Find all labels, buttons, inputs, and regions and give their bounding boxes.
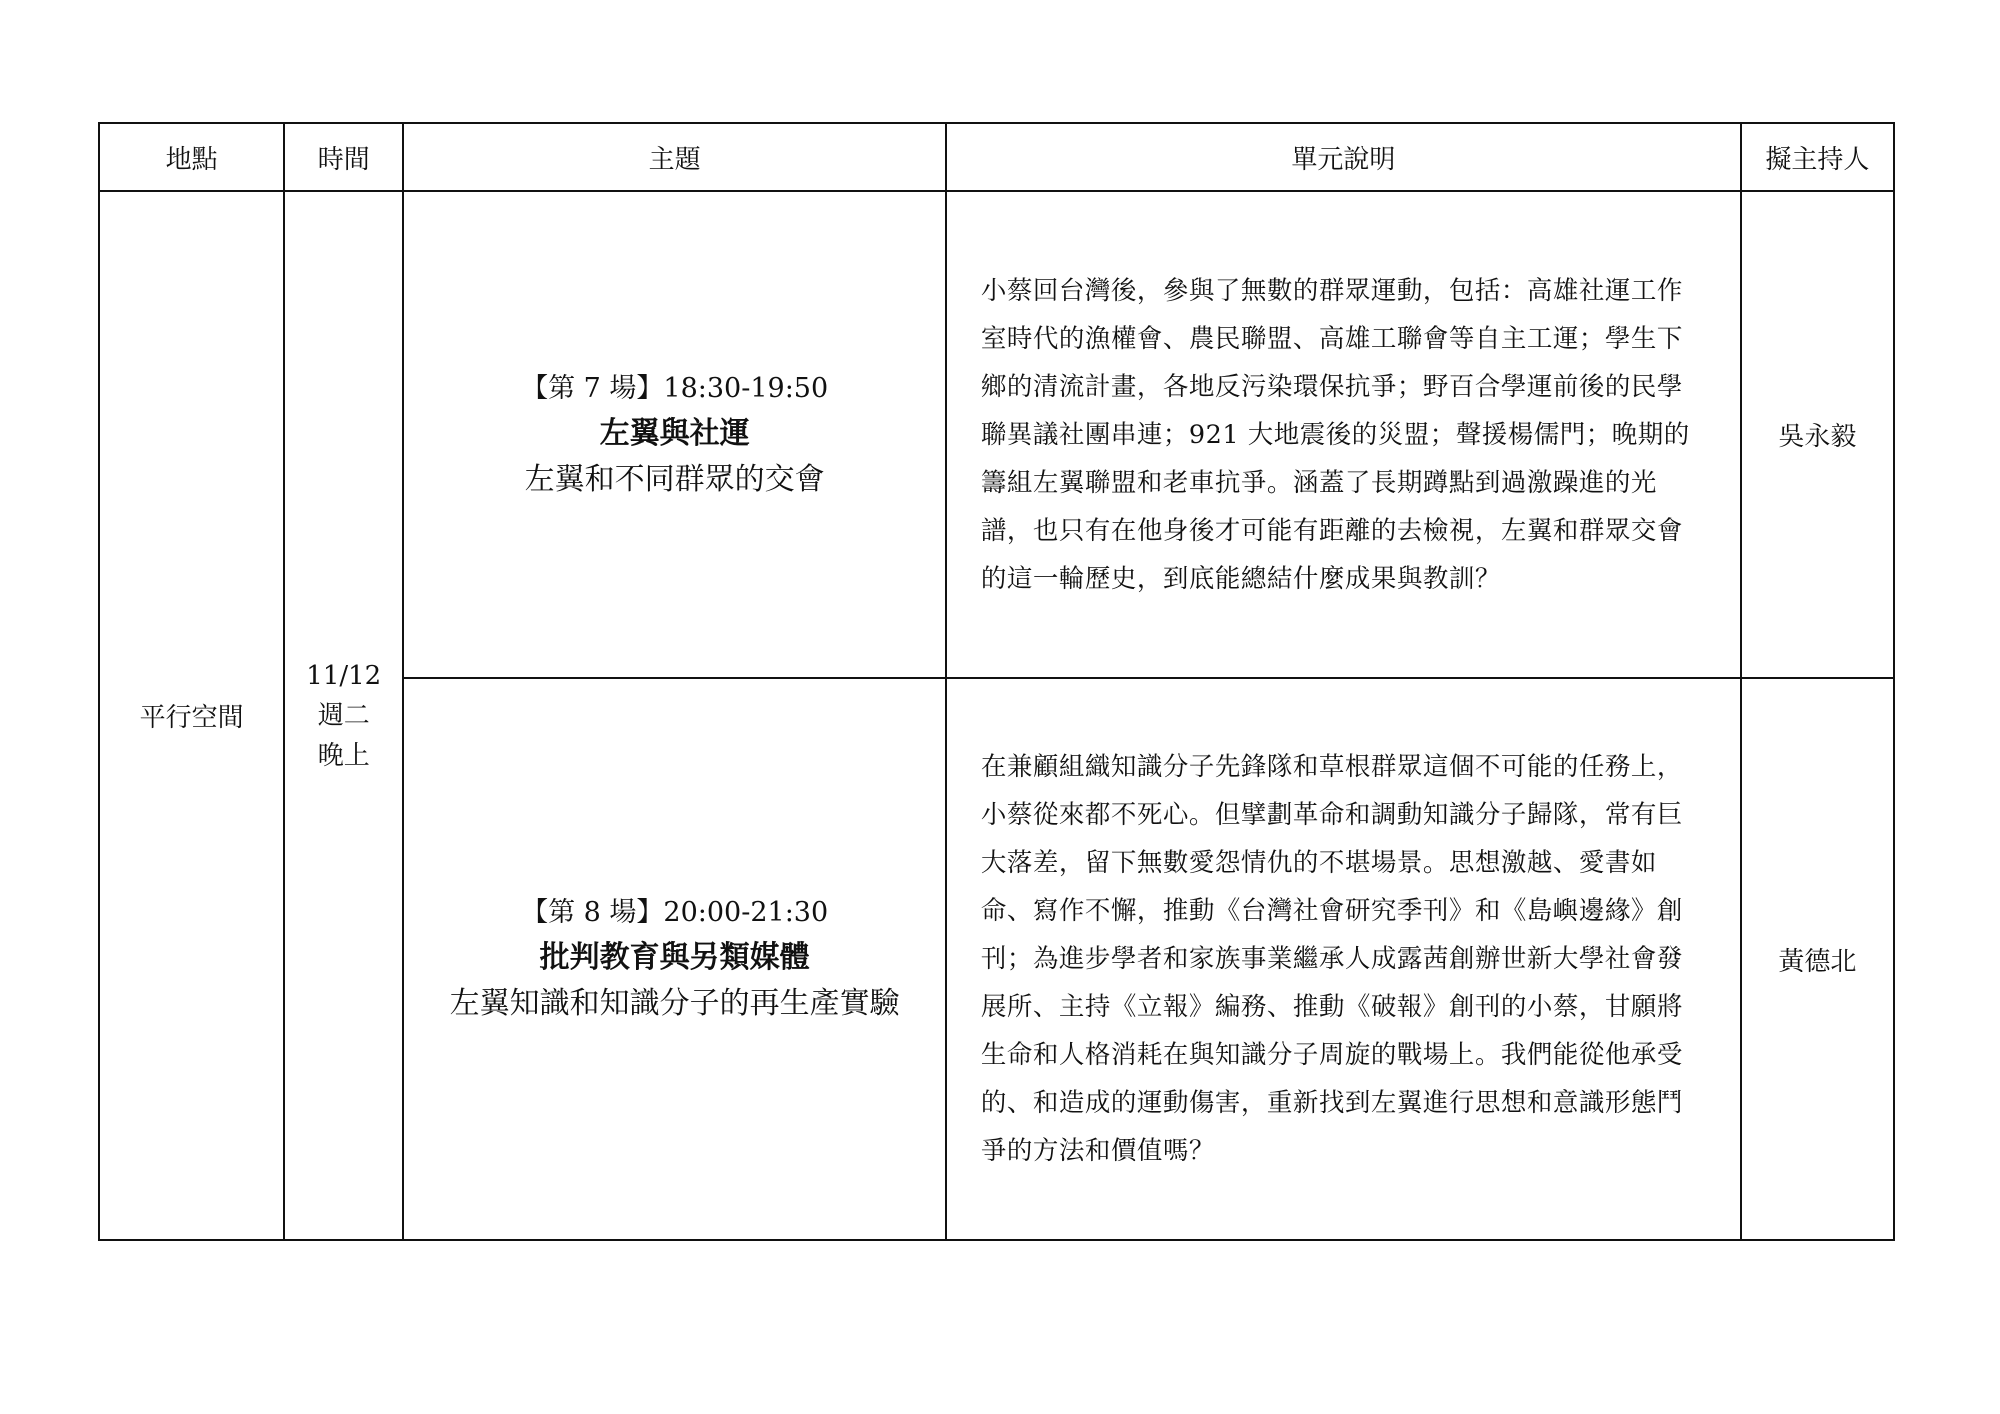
header-row — [99, 123, 1894, 191]
session-title: 左翼與社運 — [599, 415, 750, 451]
session-subtitle: 左翼和不同群眾的交會 — [524, 461, 825, 497]
session-description: 小蔡回台灣後，參與了無數的群眾運動，包括：高雄社運工作室時代的漁權會、農民聯盟、高雄工聯會等自主工運；學生下鄉的清流計畫，各地反污染環保抗爭；野百合學運前後的民學聯異議社團串連；921 大地震後的災盟；聲援楊儒門；晚期的籌組左翼聯盟和老車抗爭。涵蓋了長期蹲點到過激躁進的光譜，也只有在他身後才可能有距離的去檢視，左翼和群眾交會的這一輪歷史，到底能總結什麼成果與教訓？ — [980, 275, 1690, 594]
header-host: 擬主持人 — [1741, 123, 1894, 191]
date-weekday: 週二 — [317, 700, 370, 731]
header-time: 時間 — [284, 123, 403, 191]
session-subtitle: 左翼知識和知識分子的再生產實驗 — [449, 986, 900, 1021]
location-cell: 平行空間 — [99, 191, 284, 1240]
date-day: 11/12 — [306, 660, 382, 691]
session-heading: 【第 7 場】18:30-19:50 — [521, 372, 829, 404]
description-cell — [946, 678, 1741, 1240]
host-cell: 黃德北 — [1741, 678, 1894, 1240]
host-cell: 吳永毅 — [1741, 191, 1894, 678]
time-cell — [284, 191, 403, 1240]
session-description: 在兼顧組織知識分子先鋒隊和草根群眾這個不可能的任務上，小蔡從來都不死心。但擘劃革命和調動知識分子歸隊，常有巨大落差，留下無數愛怨情仇的不堪場景。思想激越、愛書如命、寫作不懈，推動《台灣社會研究季刊》和《島嶼邊緣》創刊；為進步學者和家族事業繼承人成露茜創辦世新大學社會發展所、主持《立報》編務、推動《破報》創刊的小蔡，甘願將生命和人格消耗在與知識分子周旋的戰場上。我們能從他承受的、和造成的運動傷害，重新找到左翼進行思想和意識形態鬥爭的方法和價值嗎？ — [980, 752, 1683, 1166]
header-description: 單元說明 — [946, 123, 1741, 191]
topic-cell — [403, 191, 946, 678]
topic-cell — [403, 678, 946, 1240]
schedule-table — [98, 122, 1895, 1241]
header-location: 地點 — [99, 123, 284, 191]
session-title: 批判教育與另類媒體 — [539, 940, 810, 975]
description-cell — [946, 191, 1741, 678]
session-heading: 【第 8 場】20:00-21:30 — [521, 897, 829, 928]
session-row-7 — [99, 191, 1894, 678]
date-period: 晚上 — [317, 740, 370, 771]
header-topic: 主題 — [403, 123, 946, 191]
